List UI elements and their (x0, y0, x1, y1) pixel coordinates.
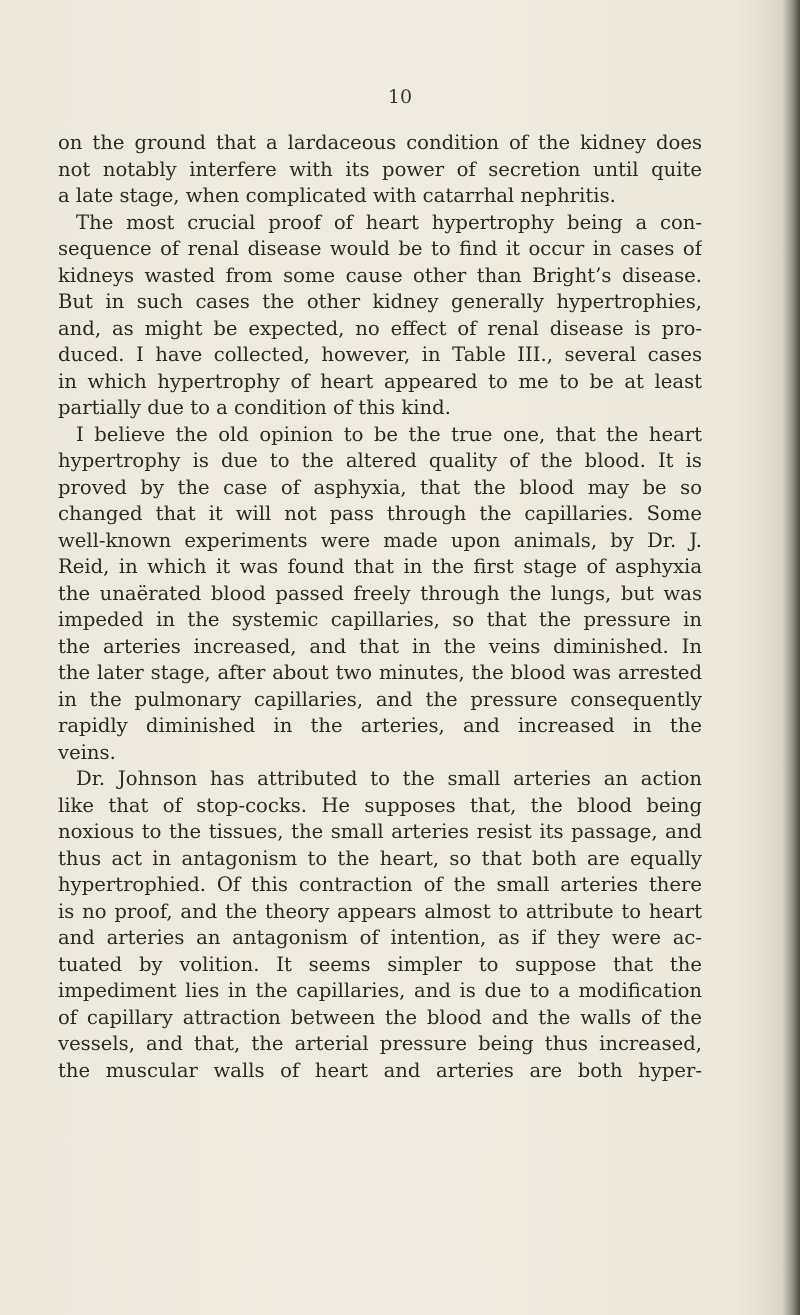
text-line: Dr. Johnson has attributed to the small arteries an action (76, 767, 702, 790)
text-line: hypertrophied. Of this contraction of the small arteries there (58, 873, 702, 896)
page-number: 10 (387, 86, 413, 108)
text-line: the muscular walls of heart and arteries are both hyper- (58, 1058, 702, 1082)
text-line: changed that it will not pass through the capillaries. Some (58, 502, 702, 525)
text-line: thus act in antagonism to the heart, so that both are equally (58, 846, 702, 870)
text-line: is no proof, and the theory appears almost to attribute to heart (58, 899, 702, 923)
text-line: Reid, in which it was found that in the first stage of asphyxia (58, 555, 702, 578)
text-line: proved by the case of asphyxia, that the blood may be so (58, 475, 702, 499)
text-line: the arteries increased, and that in the veins diminished. In (58, 634, 702, 658)
text-line: impeded in the systemic capillaries, so that the pressure in (58, 608, 702, 631)
text-line: of capillary attraction between the blood and the walls of the (58, 1005, 702, 1029)
text-line: kidneys wasted from some cause other than Bright’s disease. (58, 263, 702, 287)
page-edge-shadow (782, 0, 800, 1315)
text-line: in the pulmonary capillaries, and the pressure consequently (58, 687, 702, 711)
text-line: noxious to the tissues, the small arteries resist its passage, and (58, 820, 702, 843)
text-line: I believe the old opinion to be the true one, that the heart (76, 422, 702, 446)
text-line: the later stage, after about two minutes, the blood was arrested (58, 661, 702, 684)
text-line: and, as might be expected, no effect of renal disease is pro- (58, 316, 702, 340)
text-line: hypertrophy is due to the altered quality of the blood. It is (58, 449, 702, 472)
text-line: veins. (58, 740, 116, 764)
text-line: tuated by volition. It seems simpler to suppose that the (58, 952, 702, 976)
text-line: partially due to a condition of this kind. (58, 396, 451, 419)
text-line: rapidly diminished in the arteries, and increased in the (58, 714, 702, 737)
body-text (58, 130, 702, 1084)
text-line: not notably interfere with its power of secretion until quite (58, 157, 702, 181)
text-line: impediment lies in the capillaries, and is due to a modification (58, 979, 702, 1002)
text-line: in which hypertrophy of heart appeared to me to be at least (58, 369, 702, 393)
text-line: and arteries an antagonism of intention, as if they were ac- (58, 926, 702, 949)
text-line: duced. I have collected, however, in Table III., several cases (58, 343, 702, 366)
text-line: The most crucial proof of heart hypertrophy being a con- (76, 210, 702, 234)
text-line: sequence of renal disease would be to find it occur in cases of (58, 237, 702, 260)
text-line: a late stage, when complicated with catarrhal nephritis. (58, 184, 616, 207)
text-line: well-known experiments were made upon animals, by Dr. J. (58, 528, 702, 552)
text-line: vessels, and that, the arterial pressure being thus increased, (58, 1032, 702, 1055)
text-line: the unaërated blood passed freely through the lungs, but was (58, 581, 702, 605)
text-line: like that of stop-cocks. He supposes that, the blood being (58, 793, 702, 817)
text-line: But in such cases the other kidney generally hypertrophies, (58, 290, 702, 313)
text-line: on the ground that a lardaceous condition of the kidney does (58, 131, 702, 154)
